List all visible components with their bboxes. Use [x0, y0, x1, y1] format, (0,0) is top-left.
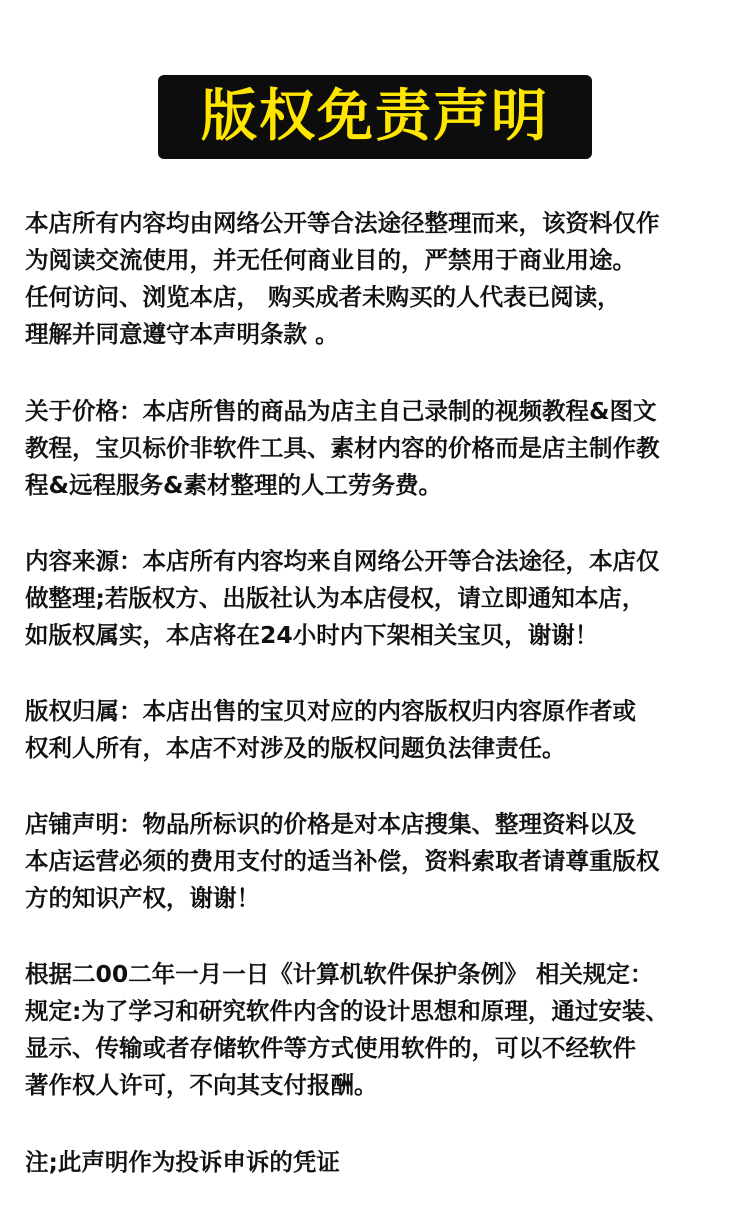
paragraph-shop-line-3: 方的知识产权，谢谢！	[25, 884, 260, 912]
paragraph-1-line-2: 为阅读交流使用，并无任何商业目的，严禁用于商业用途。	[25, 246, 636, 274]
paragraph-price-line-2: 教程，宝贝标价非软件工具、素材内容的价格而是店主制作教	[25, 434, 660, 462]
paragraph-shop-line-2: 本店运营必须的费用支付的适当补偿，资料索取者请尊重版权	[25, 847, 660, 875]
paragraph-shop-line-1: 店铺声明：物品所标识的价格是对本店搜集、整理资料以及	[25, 810, 636, 838]
paragraph-source-line-1: 内容来源：本店所有内容均来自网络公开等合法途径，本店仅	[25, 547, 660, 575]
paragraph-ownership-line-2: 权利人所有，本店不对涉及的版权问题负法律责任。	[25, 734, 566, 762]
paragraph-regulation-line-2: 规定:为了学习和研究软件内含的设计思想和原理，通过安装、	[25, 997, 669, 1025]
paragraph-regulation-line-4: 著作权人许可，不向其支付报酬。	[25, 1071, 378, 1099]
paragraph-price-line-1: 关于价格：本店所售的商品为店主自己录制的视频教程&图文	[25, 397, 657, 425]
paragraph-price-line-3: 程&远程服务&素材整理的人工劳务费。	[25, 471, 442, 499]
paragraph-note-line-1: 注;此声明作为投诉申诉的凭证	[25, 1148, 340, 1176]
paragraph-regulation-line-3: 显示、传输或者存储软件等方式使用软件的，可以不经软件	[25, 1034, 636, 1062]
paragraph-1-line-3: 任何访问、浏览本店， 购买成者未购买的人代表已阅读，	[25, 283, 621, 311]
page-title: 版权免责声明	[201, 84, 549, 149]
paragraph-source-line-2: 做整理;若版权方、出版社认为本店侵权，请立即通知本店，	[25, 584, 646, 612]
title-banner	[158, 75, 592, 159]
paragraph-1-line-1: 本店所有内容均由网络公开等合法途径整理而来，该资料仅作	[25, 209, 660, 237]
paragraph-regulation-line-1: 根据二00二年一月一日《计算机软件保护条例》 相关规定：	[25, 960, 654, 988]
paragraph-source-line-3: 如版权属实，本店将在24小时内下架相关宝贝，谢谢！	[25, 621, 599, 649]
paragraph-1-line-4: 理解并同意遵守本声明条款 。	[25, 320, 339, 348]
paragraph-ownership-line-1: 版权归属：本店出售的宝贝对应的内容版权归内容原作者或	[25, 697, 636, 725]
